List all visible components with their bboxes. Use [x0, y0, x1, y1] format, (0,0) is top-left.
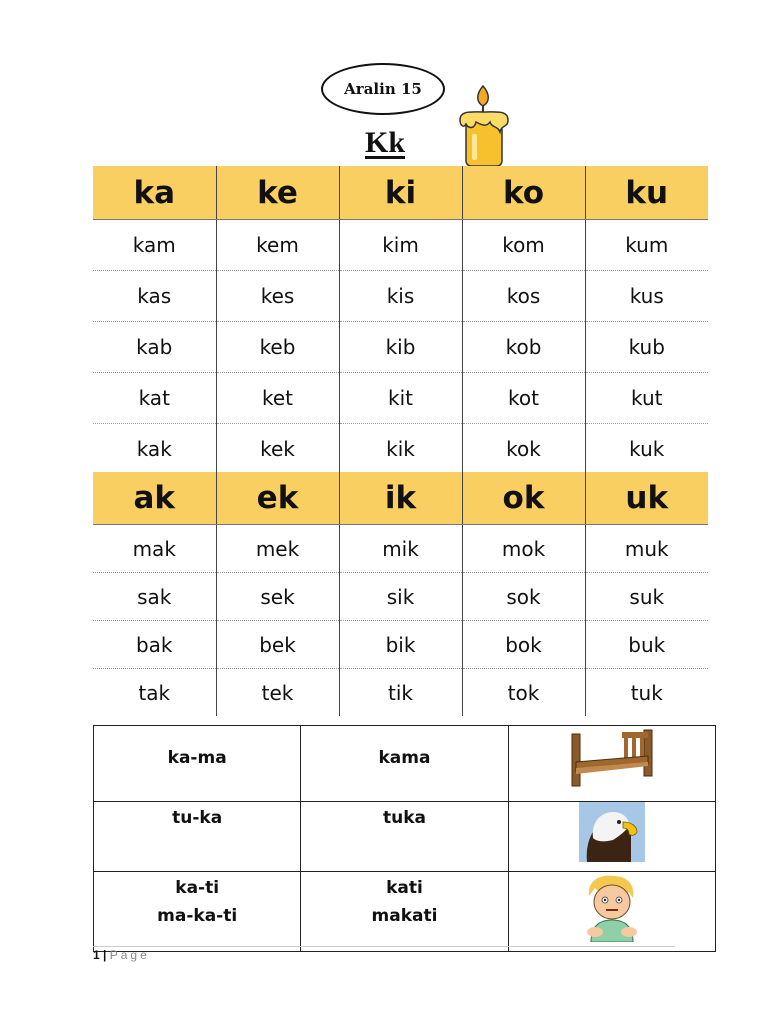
table-row [93, 271, 708, 322]
syllable-cell: kab [93, 322, 216, 373]
table-row [93, 669, 708, 717]
syllable-cell: kit [339, 373, 462, 424]
syllable-cell: ket [216, 373, 339, 424]
itchy-boy-icon [579, 872, 645, 942]
word-picture-table [93, 725, 716, 952]
letter-title: Kk [364, 126, 406, 159]
syllable-cell: bik [339, 621, 462, 669]
syllable-cell: sek [216, 573, 339, 621]
page-footer [93, 948, 150, 962]
page-label: Page [109, 948, 150, 962]
syllable-cell: bok [462, 621, 585, 669]
word-cell: kama [301, 726, 508, 802]
syllables-cell: tu-ka [94, 802, 301, 872]
syllable-cell: kem [216, 220, 339, 271]
picture-cell [508, 872, 715, 952]
page-number: 1 [93, 948, 100, 962]
table-row [94, 726, 716, 802]
syllable-header: ek [216, 472, 339, 525]
syllable-cell: kim [339, 220, 462, 271]
syllable-cell: kak [93, 424, 216, 475]
picture-cell [508, 726, 715, 802]
syllable-cell: kob [462, 322, 585, 373]
syllables-cell: ka-ti ma-ka-ti [94, 872, 301, 952]
syllable-header: ik [339, 472, 462, 525]
syllable-cell: kat [93, 373, 216, 424]
syllable-cell: mok [462, 525, 585, 573]
footer-separator: | [103, 948, 107, 962]
syllable-header: ok [462, 472, 585, 525]
table-row [94, 872, 716, 952]
syllable-header: ku [585, 166, 708, 220]
table-row [93, 573, 708, 621]
syllable-cell: kas [93, 271, 216, 322]
syllable-cell: kub [585, 322, 708, 373]
word-cell: kati makati [301, 872, 508, 952]
syllable-header: ko [462, 166, 585, 220]
syllable-cell: kot [462, 373, 585, 424]
lesson-label: Aralin 15 [321, 63, 445, 115]
syllable-header: ki [339, 166, 462, 220]
syllable-cell: kuk [629, 437, 665, 461]
syllable-cell: suk [585, 573, 708, 621]
syllable-cell: tok [462, 669, 585, 717]
syllable-cell: tuk [630, 680, 663, 705]
syllable-cell: sak [93, 573, 216, 621]
syllable-cell: keb [216, 322, 339, 373]
syllable-cell: kut [585, 373, 708, 424]
syllable-cell: mak [93, 525, 216, 573]
table-row [93, 322, 708, 373]
table-row [93, 525, 708, 573]
picture-cell [508, 802, 715, 872]
closed-syllable-table [93, 472, 708, 716]
syllable-cell: kum [585, 220, 708, 271]
syllable-cell: bak [93, 621, 216, 669]
syllable-cell: tek [216, 669, 339, 717]
candle-icon [456, 82, 512, 168]
syllable-cell: muk [585, 525, 708, 573]
syllable-cell: kam [93, 220, 216, 271]
syllable-cell: sok [462, 573, 585, 621]
syllable-header: ke [216, 166, 339, 220]
syllable-header: uk [585, 472, 708, 525]
syllable-cell: kus [585, 271, 708, 322]
syllable-cell: kis [339, 271, 462, 322]
table-row [93, 220, 708, 271]
table-row [93, 621, 708, 669]
table-row [94, 802, 716, 872]
syllable-cell: kek [216, 424, 339, 475]
syllable-header: ak [93, 472, 216, 525]
syllable-header: ka [93, 166, 216, 220]
syllable-cell: buk [585, 621, 708, 669]
table-row [93, 424, 708, 475]
syllable-cell: kes [216, 271, 339, 322]
syllable-cell: tik [339, 669, 462, 717]
syllable-cell: sik [339, 573, 462, 621]
syllables-cell: ka-ma [94, 726, 301, 802]
syllable-cell: kib [339, 322, 462, 373]
syllable-cell: bek [216, 621, 339, 669]
syllable-cell: kok [462, 424, 585, 475]
word-cell: tuka [301, 802, 508, 872]
eagle-icon [579, 802, 645, 862]
syllable-cell: kik [339, 424, 462, 475]
open-syllable-table [93, 166, 708, 474]
syllable-cell: mek [216, 525, 339, 573]
footer-divider [93, 946, 675, 947]
syllable-cell: mik [339, 525, 462, 573]
syllable-cell: tak [93, 669, 216, 717]
bed-icon [562, 726, 662, 792]
syllable-cell: kom [462, 220, 585, 271]
syllable-cell: kos [462, 271, 585, 322]
table-row [93, 373, 708, 424]
